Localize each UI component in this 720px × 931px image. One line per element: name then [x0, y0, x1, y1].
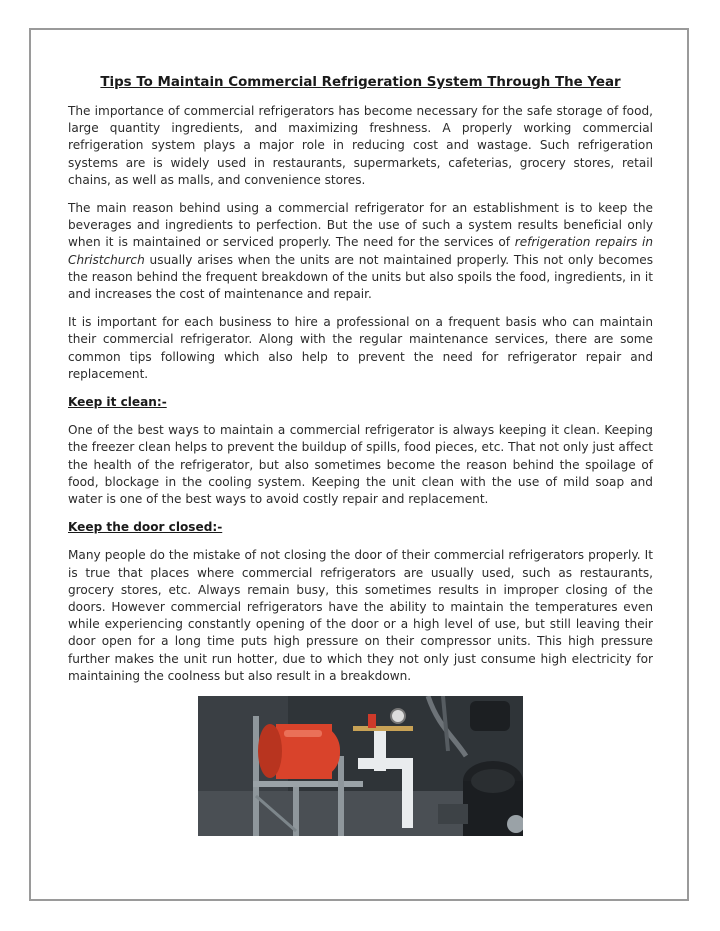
heading-keep-clean: Keep it clean:-	[68, 395, 167, 410]
paragraph-intro: The importance of commercial refrigerators has become necessary for the safe storage of food, large quantity ingredients, and maximizing freshness. A properly working commercial refrigeration system plays a major role in reducing cost and wastage. Such refrigeration systems are is widely used in restaurants, supermarkets, cafeterias, grocery stores, retail chains, as well as malls, and convenience stores.	[68, 104, 653, 187]
paragraph-main-reason-text-b: usually arises when the units are not maintained properly. This not only becomes the reason behind the frequent breakdown of the units but also spoils the food, ingredients, in it and increases the cost of maintenance and repair.	[68, 252, 653, 302]
refrigeration-repairs-emphasis: refrigeration repairs in Christchurch	[68, 235, 653, 267]
document-body	[68, 74, 653, 836]
document-title: Tips To Maintain Commercial Refrigeration System Through The Year	[100, 75, 621, 90]
refrigeration-equipment-photo	[198, 696, 523, 836]
paragraph-hire-professional: It is important for each business to hire a professional on a frequent basis who can maintain their commercial refrigerator. Along with the regular maintenance services, there are some common tips following which also help to prevent the need for refrigerator repair and replacement.	[68, 315, 653, 381]
paragraph-main-reason-text-a: The main reason behind using a commercial refrigerator for an establishment is to keep the beverages and ingredients to perfection. But the use of such a system results beneficial only when it is maintained or serviced properly. The need for the services of	[68, 201, 653, 250]
paragraph-keep-door-closed: Many people do the mistake of not closing the door of their commercial refrigerators properly. It is true that places where commercial refrigerators are usually used, such as restaurants, grocery stores, etc. Always remain busy, this sometimes results in improper closing of the doors. However commercial refrigerators have the ability to maintain the temperatures even while experiencing constantly opening of the door or a high level of use, but still leaving their door open for a long time puts high pressure on their compressor units. This high pressure further makes the unit run hotter, due to which they not only just consume high electricity for maintaining the coolness but also result in a breakdown.	[68, 548, 653, 683]
heading-keep-door-closed: Keep the door closed:-	[68, 520, 223, 535]
document-page	[29, 28, 689, 901]
paragraph-main-reason	[68, 200, 653, 303]
paragraph-keep-clean: One of the best ways to maintain a commercial refrigerator is always keeping it clean. Keeping the freezer clean helps to prevent the buildup of spills, food pieces, etc. That not only just affect the health of the refrigerator, but also sometimes become the reason behind the spoilage of food, blockage in the cooling system. Keeping the unit clean with the use of mild soap and water is one of the best ways to avoid costly repair and replacement.	[68, 423, 653, 507]
